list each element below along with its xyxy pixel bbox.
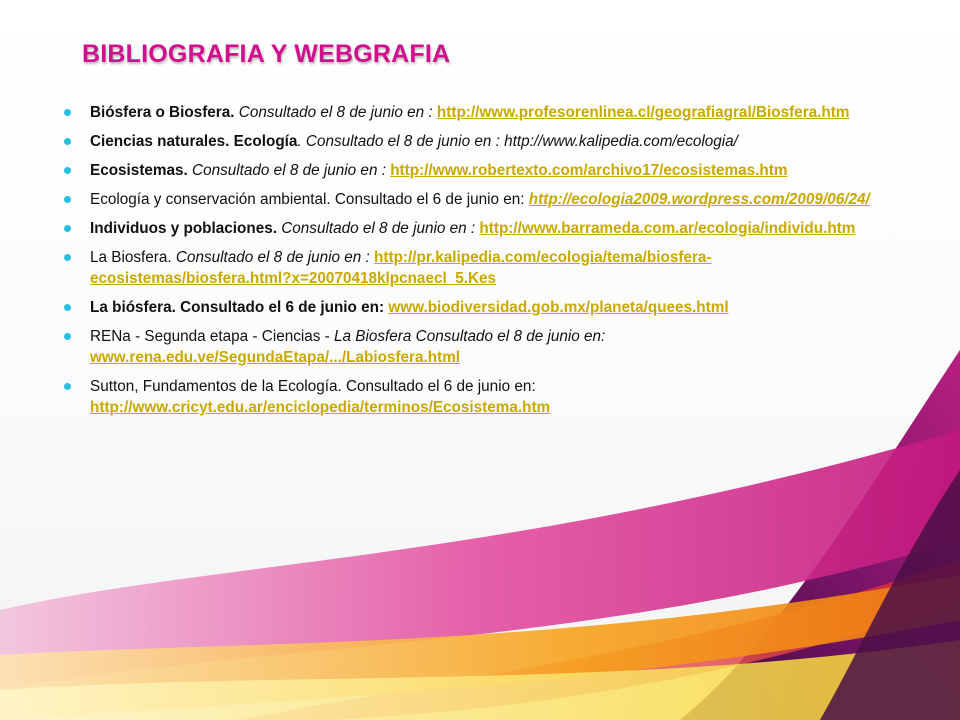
reference-url-text: http://www.kalipedia.com/ecologia/	[504, 133, 738, 150]
reference-link[interactable]: www.rena.edu.ve/SegundaEtapa/.../Labiosfera.html	[90, 349, 461, 366]
reference-link[interactable]: http://www.barrameda.com.ar/ecologia/individu.htm	[479, 220, 856, 237]
bullet-icon	[64, 225, 71, 232]
bullet-icon	[64, 138, 71, 145]
reference-link[interactable]: http://www.robertexto.com/archivo17/ecosistemas.htm	[390, 162, 788, 179]
reference-link[interactable]: www.biodiversidad.gob.mx/planeta/quees.html	[388, 299, 729, 316]
bullet-icon	[64, 383, 71, 390]
reference-link[interactable]: http://www.cricyt.edu.ar/enciclopedia/terminos/Ecosistema.htm	[90, 399, 551, 416]
list-item: Biósfera o Biosfera. Consultado el 8 de junio en : http://www.profesorenlinea.cl/geografiagral/Biosfera.htm	[62, 102, 902, 123]
list-item: Ciencias naturales. Ecología. Consultado el 8 de junio en : http://www.kalipedia.com/ecologia/	[62, 131, 902, 152]
bullet-icon	[64, 109, 71, 116]
list-item: Sutton, Fundamentos de la Ecología. Consultado el 6 de junio en: http://www.cricyt.edu.ar/enciclopedia/terminos/Ecosistema.htm	[62, 376, 902, 418]
bullet-icon	[64, 167, 71, 174]
bullet-icon	[64, 196, 71, 203]
bullet-icon	[64, 254, 71, 261]
reference-list	[62, 102, 902, 426]
bullet-icon	[64, 304, 71, 311]
list-item: Individuos y poblaciones. Consultado el 8 de junio en : http://www.barrameda.com.ar/ecologia/individu.htm	[62, 218, 902, 239]
list-item: La biósfera. Consultado el 6 de junio en: www.biodiversidad.gob.mx/planeta/quees.html	[62, 297, 902, 318]
list-item: Ecología y conservación ambiental. Consultado el 6 de junio en: http://ecologia2009.wordpress.com/2009/06/24/	[62, 189, 902, 210]
reference-link[interactable]: http://pr.kalipedia.com/ecologia/tema/biosfera-ecosistemas/biosfera.html?x=20070418klpcnaecl_5.Kes	[90, 249, 712, 287]
list-item: RENa - Segunda etapa - Ciencias - La Biosfera Consultado el 8 de junio en: www.rena.edu.ve/SegundaEtapa/.../Labiosfera.html	[62, 326, 902, 368]
list-item: Ecosistemas. Consultado el 8 de junio en : http://www.robertexto.com/archivo17/ecosistemas.htm	[62, 160, 902, 181]
reference-link[interactable]: http://www.profesorenlinea.cl/geografiagral/Biosfera.htm	[436, 104, 850, 121]
bullet-icon	[64, 333, 71, 340]
reference-link[interactable]: http://ecologia2009.wordpress.com/2009/06/24/	[528, 191, 870, 208]
page-title: BIBLIOGRAFIA Y WEBGRAFIA	[82, 40, 451, 68]
list-item: La Biosfera. Consultado el 8 de junio en : http://pr.kalipedia.com/ecologia/tema/biosfera-ecosistemas/biosfera.html?x=20070418klpcnaecl_5.Kes	[62, 247, 902, 289]
